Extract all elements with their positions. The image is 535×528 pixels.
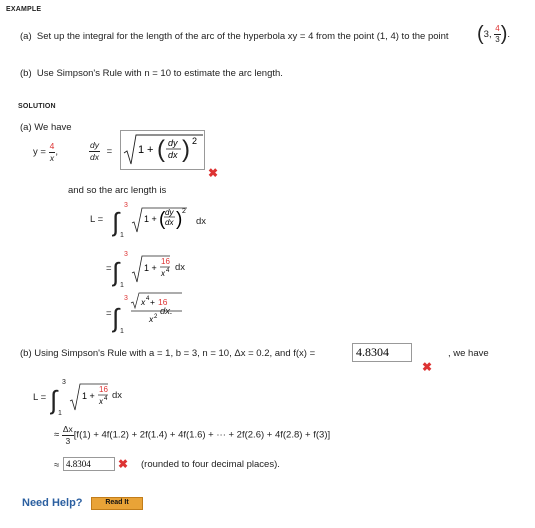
svg-text:1 +: 1 + bbox=[82, 391, 95, 401]
arc-length-text: and so the arc length is bbox=[68, 185, 167, 196]
svg-text:(: ( bbox=[157, 136, 165, 163]
derivative-answer-input[interactable] bbox=[120, 130, 205, 170]
solution-a-intro: (a) We have bbox=[20, 122, 72, 133]
simpson-sum-row bbox=[54, 425, 330, 445]
read-it-button[interactable]: Read It bbox=[91, 497, 143, 510]
y-denominator: x bbox=[49, 152, 55, 163]
integral-3-expression bbox=[112, 290, 192, 336]
dydx-denominator: dx bbox=[90, 151, 99, 162]
point-y-numerator: 4 bbox=[495, 24, 500, 33]
integral-1-lhs: L = bbox=[90, 214, 104, 225]
part-a-text: Set up the integral for the length of the arc of the hyperbola xy = 4 from the point (1, 4) to the point bbox=[36, 31, 449, 42]
svg-text:x: x bbox=[141, 297, 146, 307]
simpson-sum-terms: [f(1) + 4f(1.2) + 2f(1.4) + 4f(1.6) + ··· + 2f(2.6) + 4f(2.8) + f(3)] bbox=[73, 429, 331, 441]
svg-text:4: 4 bbox=[146, 296, 150, 302]
part-b-label: (b) bbox=[20, 68, 32, 79]
svg-text:16: 16 bbox=[99, 385, 108, 394]
svg-text:1: 1 bbox=[138, 144, 145, 156]
svg-text:3: 3 bbox=[124, 202, 128, 209]
svg-text:∫: ∫ bbox=[112, 207, 120, 237]
solution-b-intro: (b) Using Simpson's Rule with a = 1, b = 3, n = 10, Δx = 0.2, and f(x) = bbox=[20, 348, 316, 359]
part-b-question bbox=[20, 68, 283, 79]
part-b-text: Use Simpson's Rule with n = 10 to estimate the arc length. bbox=[36, 68, 283, 79]
svg-text:x: x bbox=[149, 314, 154, 324]
svg-text:∫: ∫ bbox=[112, 257, 120, 287]
incorrect-x-icon: ✖ bbox=[208, 166, 219, 180]
svg-text:4: 4 bbox=[104, 396, 108, 402]
delta-x-numerator: Δx bbox=[62, 424, 73, 434]
svg-text:4: 4 bbox=[166, 268, 170, 274]
svg-text:(: ( bbox=[159, 209, 166, 230]
svg-text:3: 3 bbox=[62, 379, 66, 386]
part-a-label: (a) bbox=[20, 31, 32, 42]
svg-text:3: 3 bbox=[124, 295, 128, 302]
approx-sign: ≈ bbox=[54, 429, 60, 441]
svg-text:16: 16 bbox=[161, 257, 170, 266]
svg-text:dy: dy bbox=[165, 208, 174, 217]
svg-text:2: 2 bbox=[192, 136, 198, 146]
svg-text:1: 1 bbox=[120, 328, 124, 335]
example-heading: EXAMPLE bbox=[6, 6, 42, 13]
integral-1-dx: dx bbox=[196, 216, 207, 227]
dydx-fraction: $\frac{dy}{dx}$ = bbox=[90, 140, 113, 162]
svg-text:+: + bbox=[147, 144, 154, 156]
svg-text:1 +: 1 + bbox=[144, 214, 157, 224]
result-incorrect-x-icon: ✖ bbox=[118, 457, 129, 471]
svg-text:3: 3 bbox=[124, 251, 128, 258]
svg-text:+: + bbox=[150, 297, 155, 307]
svg-text:∫: ∫ bbox=[112, 303, 120, 333]
result-answer-input[interactable] bbox=[63, 457, 115, 471]
dydx-numerator: dy bbox=[90, 140, 99, 150]
rounded-note: (rounded to four decimal places). bbox=[141, 459, 280, 470]
fx-incorrect-x-icon: ✖ bbox=[422, 360, 433, 374]
delta-x-denominator: 3 bbox=[65, 435, 71, 446]
integral-3-dx: dx. bbox=[160, 306, 173, 317]
solution-heading: SOLUTION bbox=[18, 103, 56, 110]
point-y-denominator: 3 bbox=[495, 35, 500, 44]
svg-text:1: 1 bbox=[120, 232, 124, 239]
part-a-question bbox=[20, 31, 449, 42]
answer-expression-render bbox=[121, 131, 204, 169]
svg-text:): ) bbox=[176, 209, 183, 230]
svg-text:dx: dx bbox=[168, 150, 178, 160]
y-numerator: 4 bbox=[49, 141, 55, 151]
point-x: 3, bbox=[483, 29, 492, 40]
need-help-label: Need Help? bbox=[22, 497, 83, 509]
point-expression: (3, $\frac{4}{3}$ ). bbox=[477, 23, 511, 45]
approx-sign-2: ≈ bbox=[54, 460, 60, 471]
svg-text:1: 1 bbox=[120, 282, 124, 289]
svg-text:x: x bbox=[99, 397, 103, 406]
svg-text:): ) bbox=[182, 136, 190, 163]
svg-text:∫: ∫ bbox=[50, 385, 58, 415]
y-equals: y = bbox=[33, 146, 46, 158]
svg-text:2: 2 bbox=[154, 314, 158, 320]
simpson-integral-dx: dx bbox=[112, 390, 123, 401]
svg-text:1 +: 1 + bbox=[144, 263, 157, 273]
svg-text:dy: dy bbox=[168, 138, 178, 148]
integral-2-dx: dx bbox=[175, 262, 186, 273]
svg-text:2: 2 bbox=[182, 208, 186, 215]
integral-1-expression bbox=[112, 198, 202, 240]
fx-answer-input[interactable] bbox=[352, 343, 412, 362]
simpson-L-lhs: L = bbox=[33, 392, 47, 403]
svg-text:1: 1 bbox=[58, 410, 62, 417]
svg-text:dx: dx bbox=[165, 218, 174, 227]
svg-text:16: 16 bbox=[158, 297, 168, 307]
solution-b-we-have: , we have bbox=[448, 348, 489, 359]
svg-text:x: x bbox=[161, 269, 165, 278]
equals-sign-2: = bbox=[106, 263, 112, 274]
derivative-row: y = $\frac{4}{x}$ , bbox=[33, 141, 58, 163]
equals-sign-3: = bbox=[106, 308, 112, 319]
